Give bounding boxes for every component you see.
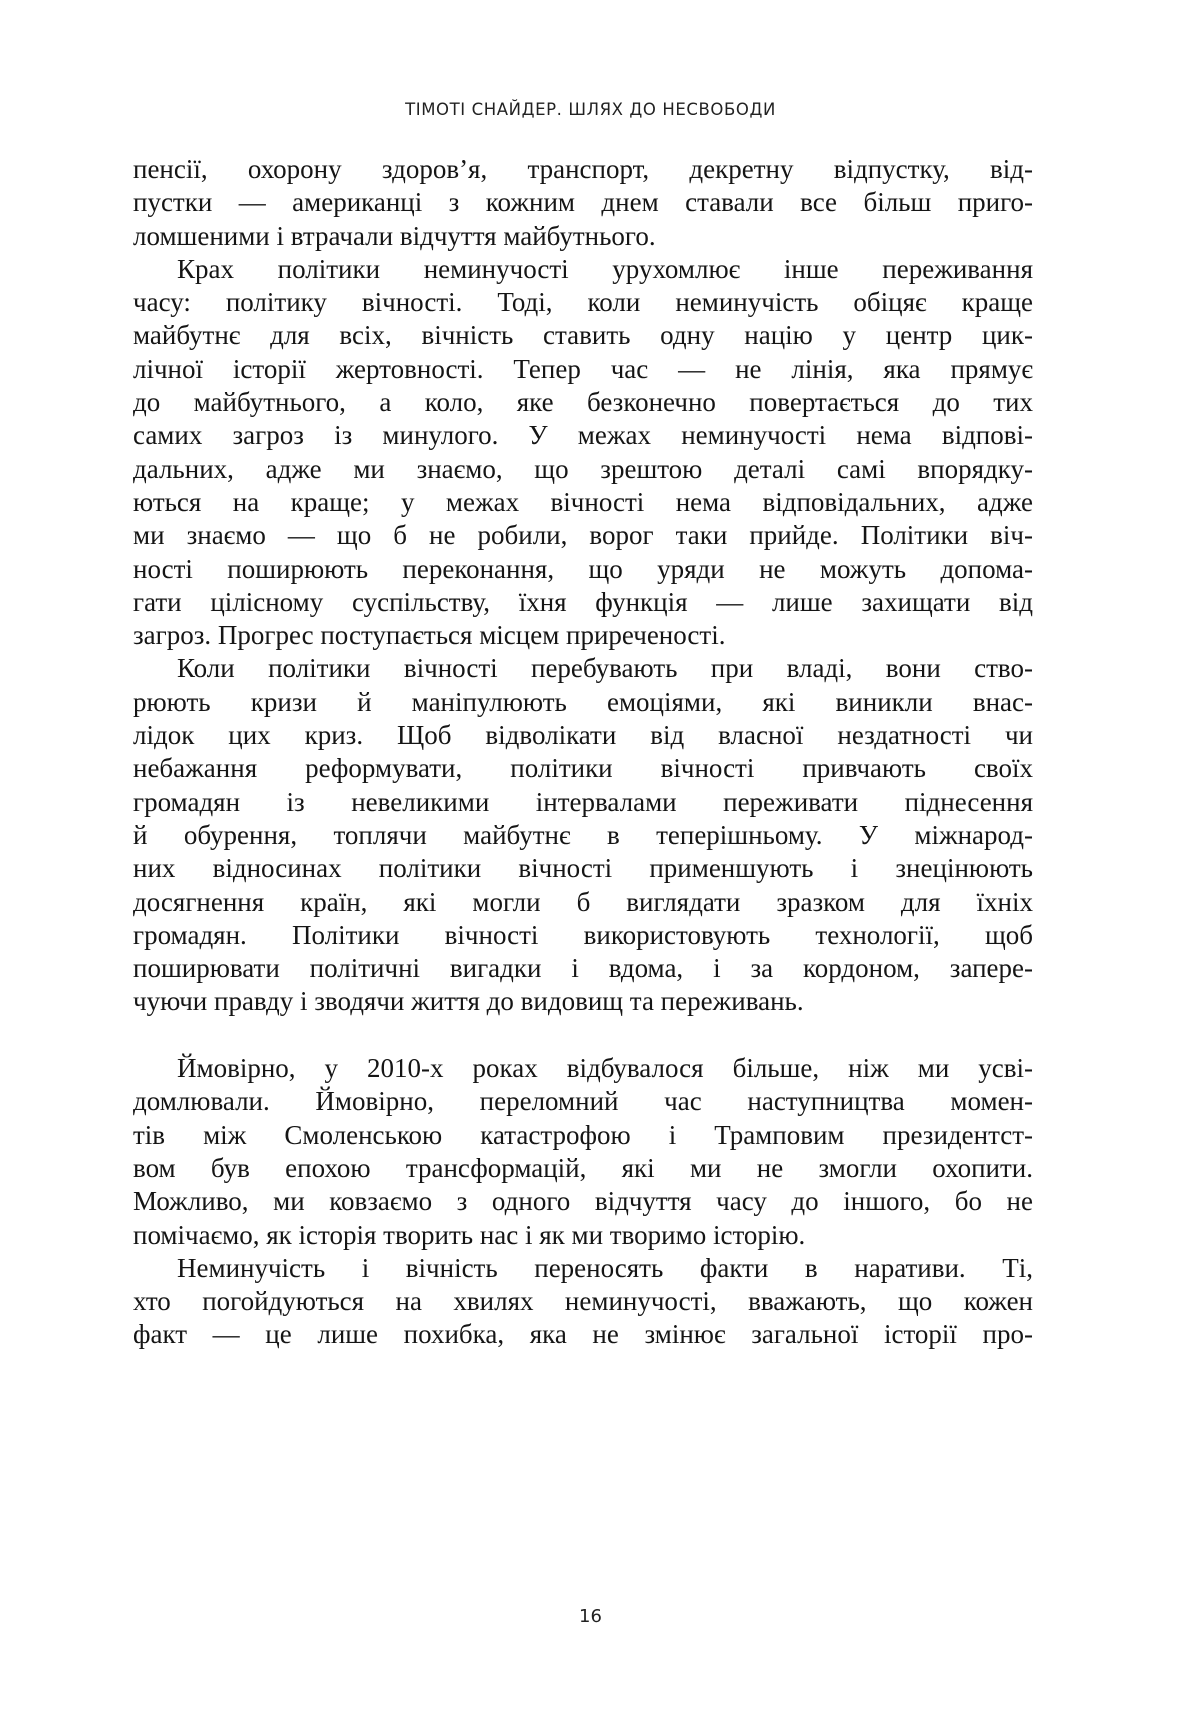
text-line: ності поширюють переконання, що уряди не можуть допома- [133, 553, 1033, 584]
text-line: ломшеними і втрачали відчуття майбутнього. [133, 220, 656, 251]
running-header: ТІМОТІ СНАЙДЕР. ШЛЯХ ДО НЕСВОБОДИ [405, 100, 776, 119]
text-line: поширювати політичні вигадки і вдома, і за кордоном, запере- [133, 953, 1033, 984]
paragraph [133, 153, 1033, 253]
text-line: лідок цих криз. Щоб відволікати від власної нездатності чи [133, 720, 1033, 751]
text-line: Неминучість і вічність переносять факти в наративи. Ті, [177, 1252, 1033, 1283]
text-line: них відносинах політики вічності применшують і знецінюють [133, 853, 1033, 884]
text-line: Коли політики вічності перебувають при владі, вони ство- [177, 653, 1033, 684]
text-line: гати цілісному суспільству, їхня функція — лише захищати від [133, 586, 1033, 617]
page-number: 16 [579, 1606, 602, 1627]
text-line: самих загроз із минулого. У межах неминучості нема відпові- [133, 420, 1033, 451]
text-line: Можливо, ми ковзаємо з одного відчуття часу до іншого, бо не [133, 1186, 1033, 1217]
paragraph [133, 652, 1033, 1018]
text-line: ються на краще; у межах вічності нема відповідальних, адже [133, 486, 1033, 517]
text-line: рюють кризи й маніпулюють емоціями, які виникли внас- [133, 686, 1033, 717]
text-line: пенсії, охорону здоров’я, транспорт, декретну відпустку, від- [133, 154, 1033, 184]
text-line: часу: політику вічності. Тоді, коли неминучість обіцяє краще [133, 287, 1033, 318]
text-line: громадян із невеликими інтервалами переживати піднесення [133, 786, 1033, 817]
paragraph [133, 1052, 1033, 1252]
paragraph [133, 253, 1033, 653]
text-line: помічаємо, як історія творить нас і як ми творимо історію. [133, 1219, 806, 1250]
text-line: досягнення країн, які могли б виглядати зразком для їхніх [133, 886, 1033, 917]
text-line: пустки — американці з кожним днем ставали все більш приго- [133, 187, 1033, 218]
body-text [133, 153, 1033, 1352]
text-line: хто погойдуються на хвилях неминучості, вважають, що кожен [133, 1286, 1033, 1317]
text-line: лічної історії жертовності. Тепер час — не лінія, яка прямує [133, 353, 1033, 384]
text-line: майбутнє для всіх, вічність ставить одну націю у центр цик- [133, 320, 1033, 351]
text-line: громадян. Політики вічності використовують технології, щоб [133, 919, 1033, 950]
text-line: Ймовірно, у 2010-х роках відбувалося більше, ніж ми усві- [177, 1053, 1033, 1084]
text-line: факт — це лише похибка, яка не змінює загальної історії про- [133, 1319, 1033, 1350]
section-break [133, 1019, 1033, 1052]
text-line: Крах політики неминучості урухомлює інше переживання [177, 253, 1033, 284]
text-line: тів між Смоленською катастрофою і Трамповим президентст- [133, 1119, 1033, 1150]
text-line: ми знаємо — що б не робили, ворог таки прийде. Політики віч- [133, 520, 1033, 551]
text-line: дальних, адже ми знаємо, що зрештою деталі самі впорядку- [133, 453, 1033, 484]
text-line: небажання реформувати, політики вічності привчають своїх [133, 753, 1033, 784]
paragraph [133, 1252, 1033, 1352]
text-line: вом був епохою трансформацій, які ми не змогли охопити. [133, 1152, 1033, 1183]
text-line: загроз. Прогрес поступається місцем приреченості. [133, 620, 726, 651]
text-line: до майбутнього, а коло, яке безконечно повертається до тих [133, 387, 1033, 418]
text-line: й обурення, топлячи майбутнє в теперішньому. У міжнарод- [133, 819, 1033, 850]
text-line: домлювали. Ймовірно, переломний час наступництва момен- [133, 1086, 1033, 1117]
text-line: чуючи правду і зводячи життя до видовищ та переживань. [133, 986, 804, 1017]
